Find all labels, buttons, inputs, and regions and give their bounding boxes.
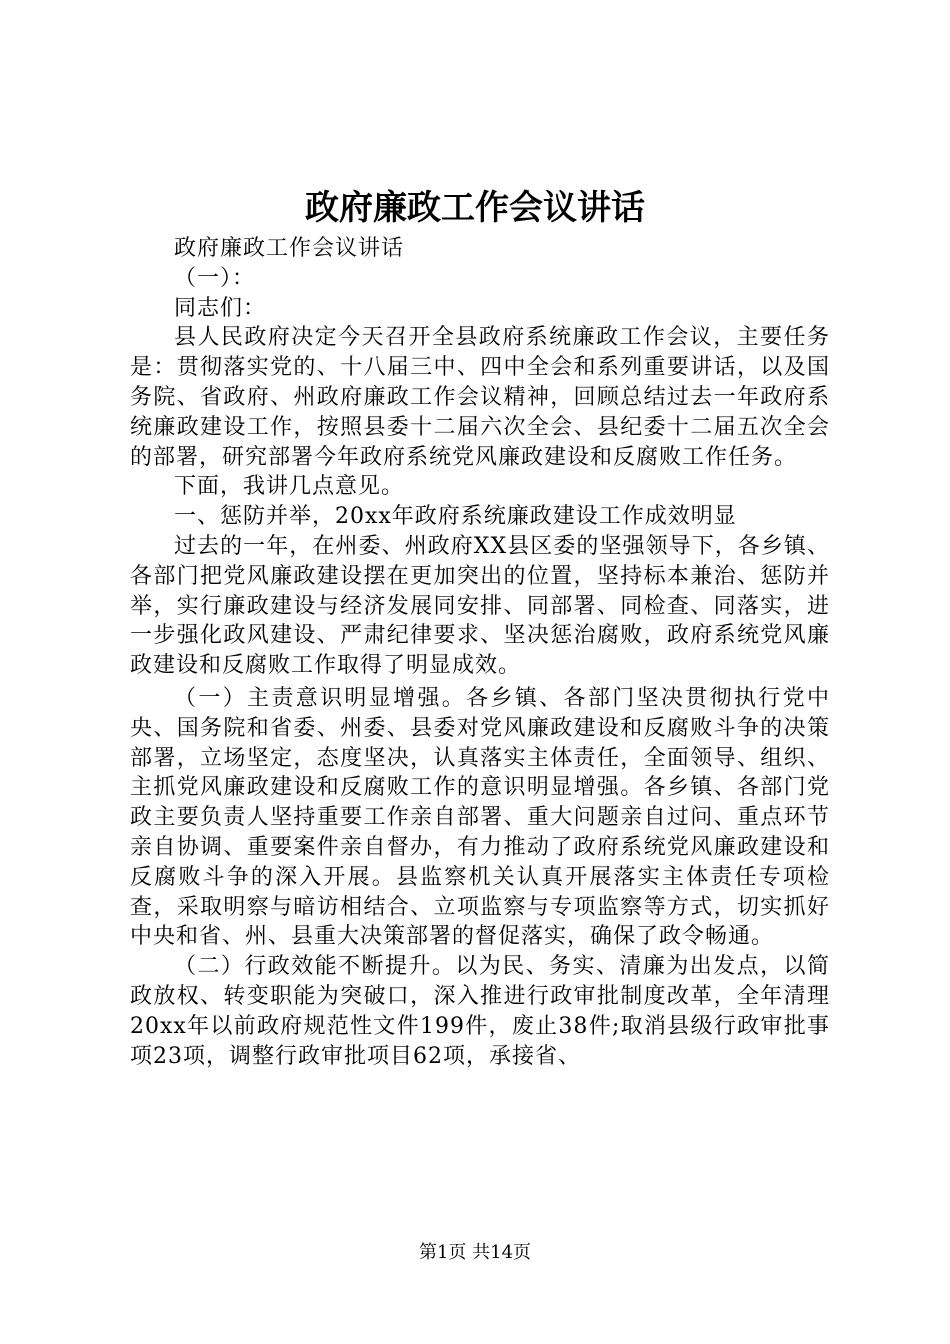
paragraph: 县人民政府决定今天召开全县政府系统廉政工作会议，主要任务是：贯彻落实党的、十八届三中、四中全会和系列重要讲话，以及国务院、省政府、州政府廉政工作会议精神，回顾总结过去一年政府系统廉政建设工作，按照县委十二届六次全会、县纪委十二届五次全会的部署，研究部署今年政府系统党风廉政建设和反腐败工作任务。 [130,325,830,470]
page-number: 第1页 共14页 [418,1242,532,1263]
paragraph: 下面，我讲几点意见。 [174,474,405,500]
paragraph: （一）： [174,265,256,291]
paragraph: （二）行政效能不断提升。以为民、务实、清廉为出发点，以简政放权、转变职能为突破口，深入推进行政审批制度改革，全年清理20xx年以前政府规范性文件199件，废止38件;取消县级行政审批事项23项，调整行政审批项目62项，承接省、 [130,954,830,1069]
document-body [130,234,830,1071]
paragraph: 政府廉政工作会议讲话 [174,236,405,261]
section-heading: 一、惩防并举，20xx年政府系统廉政建设工作成效明显 [174,504,737,530]
paragraph: 同志们： [174,295,267,321]
paragraph: 过去的一年，在州委、州政府XX县区委的坚强领导下，各乡镇、各部门把党风廉政建设摆在更加突出的位置，坚持标本兼治、惩防并举，实行廉政建设与经济发展同安排、同部署、同检查、同落实，进一步强化政风建设、严肃纪律要求、坚决惩治腐败，政府系统党风廉政建设和反腐败工作取得了明显成效。 [130,533,830,679]
paragraph: （一）主责意识明显增强。各乡镇、各部门坚决贯彻执行党中央、国务院和省委、州委、县委对党风廉政建设和反腐败斗争的决策部署，立场坚定，态度坚决，认真落实主体责任，全面领导、组织、主抓党风廉政建设和反腐败工作的意识明显增强。各乡镇、各部门党政主要负责人坚持重要工作亲自部署、重大问题亲自过问、重点环节亲自协调、重要案件亲自督办，有力推动了政府系统党风廉政建设和反腐败斗争的深入开展。县监察机关认真开展落实主体责任专项检查，采取明察与暗访相结合、立项监察与专项监察等方式，切实抓好中央和省、州、县重大决策部署的督促落实，确保了政令畅通。 [130,685,830,950]
document-title: 政府廉政工作会议讲话 [305,188,645,228]
